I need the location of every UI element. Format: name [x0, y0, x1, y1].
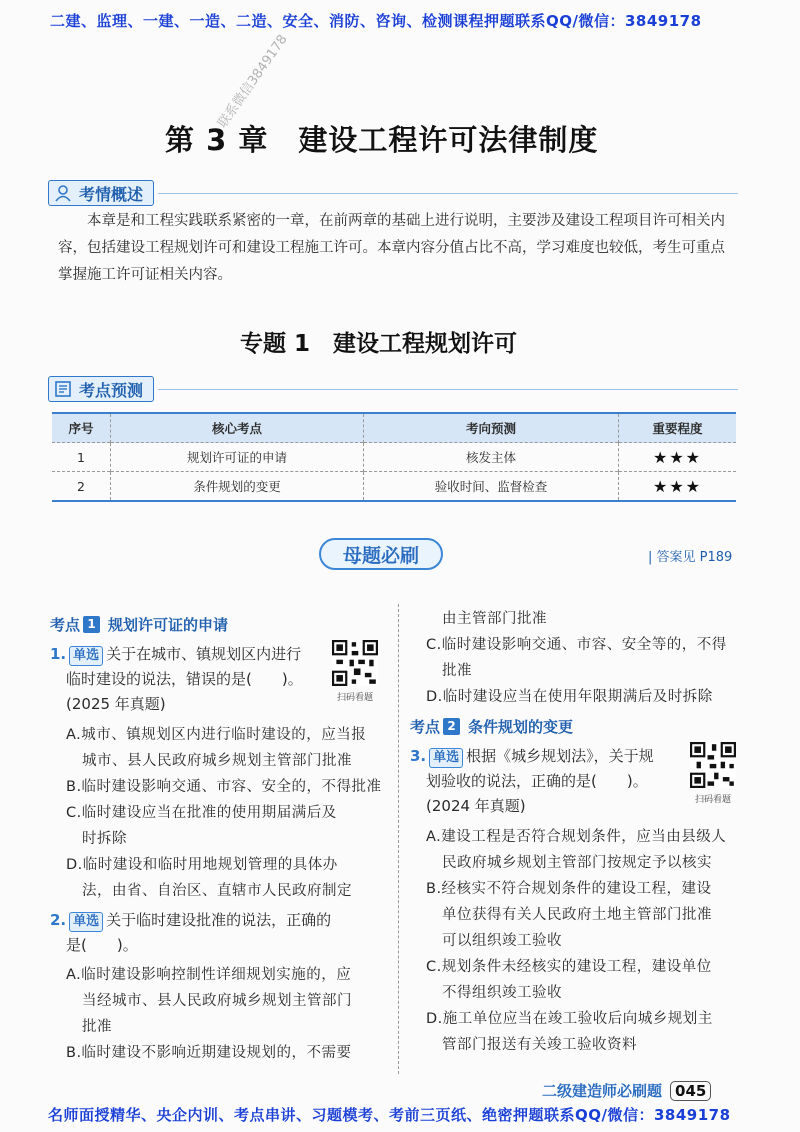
row-importance: ★★★: [619, 443, 737, 472]
kp1-heading: [50, 614, 228, 635]
person-icon: [53, 183, 73, 203]
q2-option-b-cont: 由主管部门批准: [442, 611, 547, 627]
option-line: A.建设工程是否符合规划条件，应当由县级人: [426, 829, 727, 845]
option-line: A.城市、镇规划区内进行临时建设的，应当报: [66, 727, 367, 743]
col-importance-header: 重要程度: [619, 413, 737, 443]
q1-option-d[interactable]: [66, 852, 388, 904]
option-line: C.临时建设应当在批准的使用期届满后及: [66, 805, 337, 821]
q1-number: 1.: [50, 645, 67, 663]
kp1-number: 1: [83, 616, 100, 633]
option-line: D.临时建设和临时用地规划管理的具体办: [66, 857, 338, 873]
option-line: B.经核实不符合规划条件的建设工程，建设: [426, 881, 712, 897]
page-number: 045: [670, 1081, 711, 1101]
q3-option-b[interactable]: [426, 876, 748, 954]
kp1-title: 规划许可证的申请: [108, 616, 229, 634]
row-importance: ★★★: [619, 472, 737, 502]
kp2-heading: [410, 716, 573, 737]
q1-options: [66, 722, 388, 904]
prediction-heading-box: [48, 376, 154, 402]
col-no-header: 序号: [52, 413, 111, 443]
overview-heading-box: [48, 180, 154, 206]
option-line: 管部门报送有关竣工验收资料: [442, 1037, 637, 1053]
row-point: 条件规划的变更: [111, 472, 364, 502]
drill-label: 母题必刷: [319, 538, 443, 570]
q1-stem-line2: 临时建设的说法，错误的是( )。: [66, 670, 303, 688]
option-line: 法，由省、自治区、直辖市人民政府制定: [82, 883, 352, 899]
prediction-table: [52, 412, 736, 502]
overview-heading: 考情概述: [79, 184, 144, 204]
q1-year: (2025 年真题): [66, 695, 166, 713]
overview-header: [48, 180, 738, 206]
q1-type-tag: 单选: [69, 646, 103, 666]
q3-number: 3.: [410, 747, 427, 765]
q2-stem-line2: 是( )。: [66, 936, 138, 954]
book-title: 二级建造师必刷题: [542, 1082, 663, 1100]
option-line: 不得组织竣工验收: [442, 985, 562, 1001]
col-point-header: 核心考点: [111, 413, 364, 443]
page-footer: [542, 1080, 711, 1101]
option-line: 民政府城乡规划主管部门按规定予以核实: [442, 855, 712, 871]
option-line: 城市、县人民政府城乡规划主管部门批准: [82, 753, 352, 769]
overview-text: 本章是和工程实践联系紧密的一章，在前两章的基础上进行说明，主要涉及建设工程项目许可相关内容，包括建设工程规划许可和建设工程施工许可。本章内容分值占比不高，学习难度也较低，考生可重点掌握施工许可证相关内容。: [58, 213, 725, 283]
kp2-title: 条件规划的变更: [468, 718, 574, 736]
q1-stem-line1: 关于在城市、镇规划区内进行: [106, 645, 302, 663]
q3-year: (2024 年真题): [426, 797, 526, 815]
q2-stem: [50, 908, 380, 958]
option-line: 批准: [442, 663, 472, 679]
option-line: C.规划条件未经核实的建设工程，建设单位: [426, 959, 712, 975]
q2-options-left: [66, 962, 388, 1066]
q1-stem: [50, 642, 322, 717]
q1-option-c[interactable]: [66, 800, 388, 852]
row-direction: 核发主体: [364, 443, 619, 472]
q1-option-a[interactable]: [66, 722, 388, 774]
watermark-text: 联系微信3849178: [215, 32, 291, 131]
col-direction-header: 考向预测: [364, 413, 619, 443]
q3-stem-line2: 划验收的说法，正确的是( )。: [426, 772, 648, 790]
q2-type-tag: 单选: [69, 912, 103, 932]
chapter-title: 第 3 章 建设工程许可法律制度: [165, 123, 599, 157]
q2-option-a[interactable]: [66, 962, 388, 1040]
bottom-contact-banner: 名师面授精华、央企内训、考点串讲、习题模考、考前三页纸、绝密押题联系QQ/微信：3849178: [48, 1106, 731, 1124]
column-divider: [398, 604, 399, 1074]
q2-stem-line1: 关于临时建设批准的说法，正确的: [106, 911, 332, 929]
option-line: 单位获得有关人民政府土地主管部门批准: [442, 907, 712, 923]
q3-option-d[interactable]: [426, 1006, 748, 1058]
kp2-label: 考点: [410, 718, 441, 736]
row-no: 2: [52, 472, 111, 502]
row-direction: 验收时间、监督检查: [364, 472, 619, 502]
q2-option-b[interactable]: [66, 1040, 388, 1066]
book-icon: [53, 379, 73, 399]
q3-options: [426, 824, 748, 1058]
q3-stem-line1: 根据《城乡规划法》，关于规: [466, 747, 654, 765]
top-contact-banner: 二建、监理、一建、一造、二造、安全、消防、咨询、检测课程押题联系QQ/微信：3849178: [50, 12, 702, 30]
q3-option-c[interactable]: [426, 954, 748, 1006]
option-line: A.临时建设影响控制性详细规划实施的，应: [66, 967, 352, 983]
option-line: 可以组织竣工验收: [442, 933, 562, 949]
option-line: 当经城市、县人民政府城乡规划主管部门: [82, 993, 352, 1009]
option-line: D.临时建设应当在使用年限期满后及时拆除: [426, 689, 713, 705]
topic-title: 专题 1 建设工程规划许可: [240, 331, 518, 357]
q1-scan-label: 扫码看题: [336, 693, 373, 703]
row-no: 1: [52, 443, 111, 472]
option-line: 时拆除: [82, 831, 127, 847]
kp1-label: 考点: [50, 616, 81, 634]
q2-option-d[interactable]: [426, 684, 748, 710]
option-line: B.临时建设影响交通、市容、安全的，不得批准: [66, 779, 382, 795]
q3-qr-block: [690, 742, 736, 805]
prediction-heading: 考点预测: [79, 380, 144, 400]
q1-option-b[interactable]: [66, 774, 388, 800]
q2-number: 2.: [50, 911, 67, 929]
prediction-rule: [158, 389, 738, 390]
q3-option-a[interactable]: [426, 824, 748, 876]
q1-qr-block: [332, 640, 378, 703]
overview-rule: [158, 193, 738, 194]
q2-option-c[interactable]: [426, 632, 748, 684]
qr-code-icon[interactable]: [690, 742, 736, 788]
row-point: 规划许可证的申请: [111, 443, 364, 472]
answer-reference: | 答案见 P189: [648, 550, 733, 565]
table-row: [52, 472, 736, 502]
q3-type-tag: 单选: [429, 748, 463, 768]
q3-scan-label: 扫码看题: [694, 795, 731, 805]
qr-code-icon[interactable]: [332, 640, 378, 686]
prediction-header: [48, 376, 738, 402]
table-header-row: [52, 413, 736, 443]
kp2-number: 2: [443, 718, 460, 735]
option-line: 批准: [82, 1019, 112, 1035]
q2-options-right: [426, 606, 748, 710]
option-line: B.临时建设不影响近期建设规划的，不需要: [66, 1045, 352, 1061]
table-row: [52, 443, 736, 472]
option-line: D.施工单位应当在竣工验收后向城乡规划主: [426, 1011, 713, 1027]
q3-stem: [410, 744, 682, 819]
option-line: C.临时建设影响交通、市容、安全等的，不得: [426, 637, 727, 653]
